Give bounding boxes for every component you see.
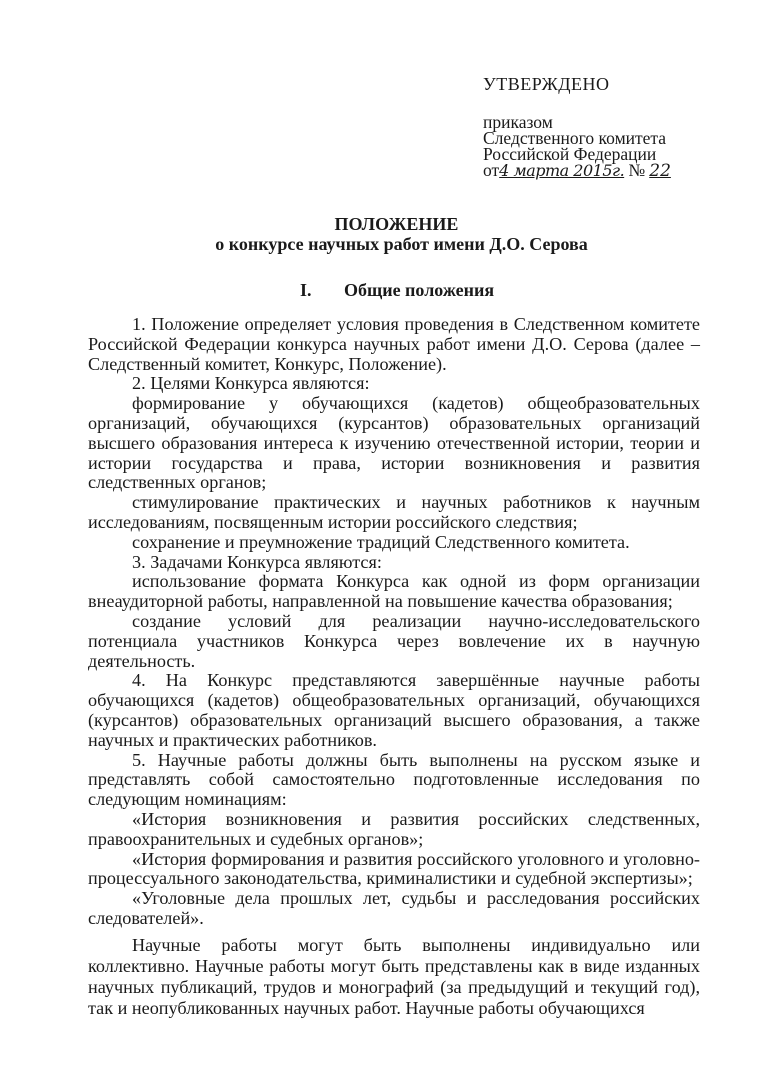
section-heading: [300, 280, 494, 301]
paragraph-5: 5. Научные работы должны быть выполнены на русском языке и представлять собой самостоятельно подготовленные исследования по следующим номинациям:: [88, 749, 700, 810]
handwritten-date: 4 марта 2015г.: [499, 161, 625, 180]
approval-authority-line2: Российской Федерации: [483, 144, 657, 164]
handwritten-number: 22: [649, 161, 671, 181]
section-title: Общие положения: [344, 280, 495, 300]
paragraph-2: 2. Целями Конкурса являются:: [132, 373, 370, 394]
paragraph-2c: сохранение и преумножение традиций Следственного комитета.: [132, 531, 630, 552]
nomination-2: «История формирования и развития российского уголовного и уголовно-процессуального законодательства, криминалистики и судебной экспертизы»;: [88, 848, 700, 889]
approval-order: приказом: [483, 112, 553, 132]
paragraph-1: 1. Положение определяет условия проведения в Следственном комитете Российской Федерации конкурса научных работ имени Д.О. Серова (далее – Следственный комитет, Конкурс, Положение).: [88, 314, 700, 374]
document-body: [88, 315, 700, 929]
title-line2: о конкурсе научных работ имени Д.О. Серова: [215, 234, 588, 254]
paragraph-2a: формирование у обучающихся (кадетов) общеобразовательных организаций, обучающихся (курсантов) образовательных организаций высшего образования интереса к изучению отечественной истории, теории и истории государства и права, истории возникновения и развития следственных органов;: [88, 393, 700, 493]
paragraph-3a: использование формата Конкурса как одной из форм организации внеаудиторной работы, направленной на повышение качества образования;: [88, 571, 700, 612]
closing-paragraph-block: [88, 935, 700, 1019]
approval-from-prefix: от: [483, 160, 500, 180]
paragraph-3: 3. Задачами Конкурса являются:: [132, 551, 382, 572]
approval-block: [483, 76, 743, 179]
approval-date-number: [483, 162, 743, 179]
section-number: I.: [300, 280, 312, 300]
document-title: [0, 214, 763, 254]
closing-paragraph: Научные работы могут быть выполнены индивидуально или коллективно. Научные работы могут быть представлены как в виде изданных научных публикаций, трудов и монографий (за предыдущий и текущий год), так и неопубликованных научных работ. Научные работы обучающихся: [88, 935, 700, 1018]
approval-stamp-title: УТВЕРЖДЕНО: [483, 74, 610, 94]
title-line1: ПОЛОЖЕНИЕ: [334, 214, 459, 234]
approval-authority-line1: Следственного комитета: [483, 128, 667, 148]
paragraph-4: 4. На Конкурс представляются завершённые научные работы обучающихся (кадетов) общеобразовательных организаций, обучающихся (курсантов) образовательных организаций высшего образования, а также научных и практических работников.: [88, 670, 700, 750]
nomination-3: «Уголовные дела прошлых лет, судьбы и расследования российских следователей».: [88, 888, 700, 928]
approval-number-prefix: №: [628, 160, 646, 180]
paragraph-3b: создание условий для реализации научно-исследовательского потенциала участников Конкурса через вовлечение их в научную деятельность.: [88, 610, 700, 671]
paragraph-2b: стимулирование практических и научных работников к научным исследованиям, посвященным истории российского следствия;: [88, 492, 700, 532]
nomination-1: «История возникновения и развития российских следственных, правоохранительных и судебных органов»;: [88, 808, 700, 849]
